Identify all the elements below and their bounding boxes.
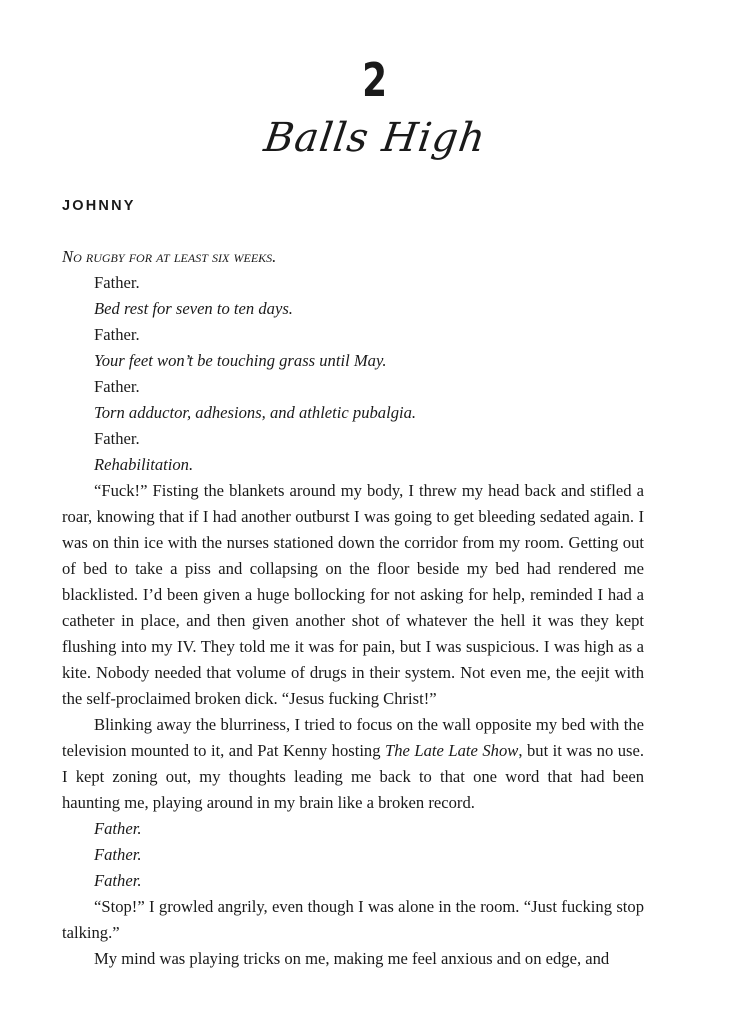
paragraph-text: , but it was no use. I kept zoning out, my thoughts leading me back to that one word that had been haunting me, playing around in my brain like a broken record. [62, 741, 645, 812]
body-text [62, 244, 644, 972]
paragraph [62, 296, 644, 322]
paragraph-text: “Fuck!” Fisting the blankets around my body, I threw my head back and stifled a roar, knowing that if I had another outburst I was going to get bleeding sedated again. I was on thin ice with the nurses stationed down the corridor from my room. Getting out of bed to take a piss and collapsing on the floor beside my bed had rendered me blacklisted. I’d been given a huge bollocking for not asking for help, reminded I had a catheter in place, and then given another shot of whatever the hell it was they kept flushing into my IV. They told me it was for pain, but I was suspicious. I was high as a kite. Nobody needed that volume of drugs in their system. Not even me, the eejit with the self-proclaimed broken dick. “Jesus fucking Christ!” [62, 481, 644, 708]
paragraph [62, 946, 644, 972]
paragraph [62, 270, 644, 296]
paragraph [62, 426, 644, 452]
paragraph-text: “Stop!” I growled angrily, even though I was alone in the room. “Just fucking stop talking.” [62, 897, 644, 942]
paragraph-text: Father. [94, 325, 140, 344]
paragraph [62, 842, 644, 868]
paragraph-text: Father. [94, 429, 140, 448]
paragraph-text: No rugby for at least six weeks. [62, 247, 277, 266]
paragraph [62, 400, 644, 426]
paragraph [62, 712, 644, 816]
paragraph-text: Torn adductor, adhesions, and athletic pubalgia. [94, 403, 417, 422]
paragraph [62, 894, 644, 946]
paragraph-text: Your feet won’t be touching grass until May. [94, 351, 387, 370]
paragraph [62, 322, 644, 348]
paragraph [62, 478, 644, 712]
chapter-title: Balls High [261, 115, 489, 161]
pov-label: JOHNNY [62, 198, 136, 214]
paragraph [62, 816, 644, 842]
paragraph-text: Father. [94, 819, 142, 838]
show-title: The Late Late Show [385, 741, 519, 760]
paragraph-text: Father. [94, 871, 142, 890]
paragraph-text: Blinking away the blurriness, I tried to focus on the wall opposite my bed with the television mounted to it, and Pat Kenny hosting [62, 715, 644, 760]
paragraph [62, 452, 644, 478]
paragraph [62, 374, 644, 400]
paragraph [62, 244, 644, 270]
paragraph-text: Rehabilitation. [94, 455, 194, 474]
paragraph-text: Father. [94, 845, 142, 864]
paragraph-text: Father. [94, 377, 140, 396]
paragraph-text: My mind was playing tricks on me, making me feel anxious and on edge, and [94, 949, 610, 968]
paragraph [62, 348, 644, 374]
paragraph-text: Bed rest for seven to ten days. [94, 299, 293, 318]
paragraph [62, 868, 644, 894]
paragraph-text: Father. [94, 273, 140, 292]
chapter-number: 2 [362, 53, 388, 107]
